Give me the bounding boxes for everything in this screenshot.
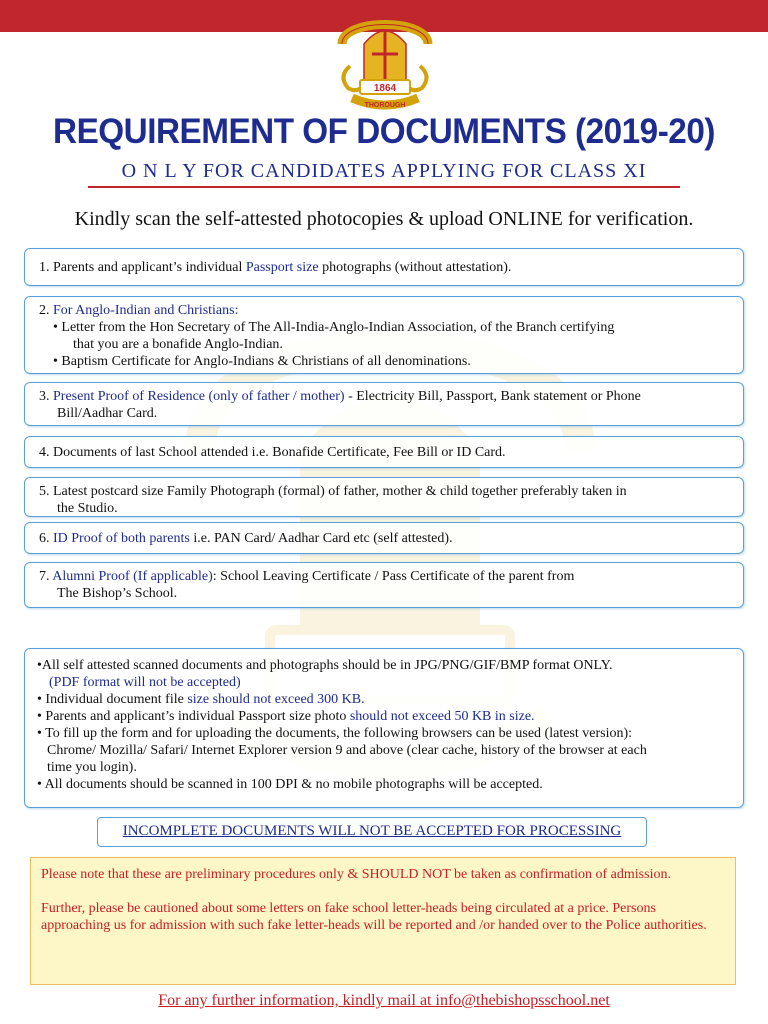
- svg-text:1864: 1864: [373, 83, 397, 94]
- admission-warning: [30, 857, 736, 985]
- svg-text:THOROUGH: THOROUGH: [364, 102, 406, 109]
- requirement-item-5: 5. Latest postcard size Family Photograph (formal) of father, mother & child together preferably taken in the Studio.: [24, 477, 744, 517]
- requirement-item-6: 6. ID Proof of both parents i.e. PAN Card/ Aadhar Card etc (self attested).: [24, 522, 744, 554]
- requirement-item-1: 1. Parents and applicant’s individual Passport size photographs (without attestation).: [24, 248, 744, 286]
- incomplete-notice: INCOMPLETE DOCUMENTS WILL NOT BE ACCEPTED FOR PROCESSING: [97, 817, 647, 847]
- page-title: REQUIREMENT OF DOCUMENTS (2019-20): [53, 112, 715, 151]
- note-browsers: • To fill up the form and for uploading the documents, the following browsers can be used (latest version): Chrome/ Mozilla/ Safari/ Internet Explorer version 9 and above (clear cache, history of the browser at each time you login).: [37, 726, 647, 775]
- note-scan-dpi: • All documents should be scanned in 100 DPI & no mobile photographs will be accepted.: [37, 777, 543, 792]
- subtitle-underline: [88, 186, 680, 188]
- item-2-bullet-2: • Baptism Certificate for Anglo-Indians & Christians of all denominations.: [53, 354, 471, 369]
- item-2-heading: 2. For Anglo-Indian and Christians:: [39, 303, 239, 318]
- intro-text: Kindly scan the self-attested photocopies & upload ONLINE for verification.: [74, 208, 694, 230]
- school-crest-logo: [334, 4, 436, 112]
- warning-preliminary: Please note that these are preliminary procedures only & SHOULD NOT be taken as confirmation of admission.: [41, 867, 671, 882]
- note-file-size: • Individual document file size should not exceed 300 KB.: [37, 692, 365, 707]
- requirement-item-2: [24, 296, 744, 374]
- page-subtitle: O N L Y FOR CANDIDATES APPLYING FOR CLASS XI: [121, 160, 647, 182]
- requirement-item-4: 4. Documents of last School attended i.e. Bonafide Certificate, Fee Bill or ID Card.: [24, 436, 744, 468]
- requirement-item-7: 7. Alumni Proof (If applicable): School Leaving Certificate / Pass Certificate of the parent from The Bishop’s School.: [24, 562, 744, 608]
- note-photo-size: • Parents and applicant’s individual Passport size photo should not exceed 50 KB in size.: [37, 709, 535, 724]
- contact-info[interactable]: For any further information, kindly mail at info@thebishopsschool.net: [158, 992, 610, 1009]
- note-format: •All self attested scanned documents and photographs should be in JPG/PNG/GIF/BMP format ONLY.: [37, 658, 613, 673]
- warning-fake-letters: Further, please be cautioned about some letters on fake school letter-heads being circulated at a price. Persons approaching us for admission with such fake letter-heads will be reported and /or handed over to the Police authorities.: [41, 901, 707, 933]
- note-pdf: (PDF format will not be accepted): [49, 675, 241, 690]
- upload-guidelines: [24, 648, 744, 808]
- item-2-bullet-1: • Letter from the Hon Secretary of The All-India-Anglo-Indian Association, of the Branch certifying that you are a bonafide Anglo-Indian.: [53, 320, 615, 352]
- requirement-item-3: 3. Present Proof of Residence (only of father / mother) - Electricity Bill, Passport, Bank statement or Phone Bill/Aadhar Card.: [24, 382, 744, 426]
